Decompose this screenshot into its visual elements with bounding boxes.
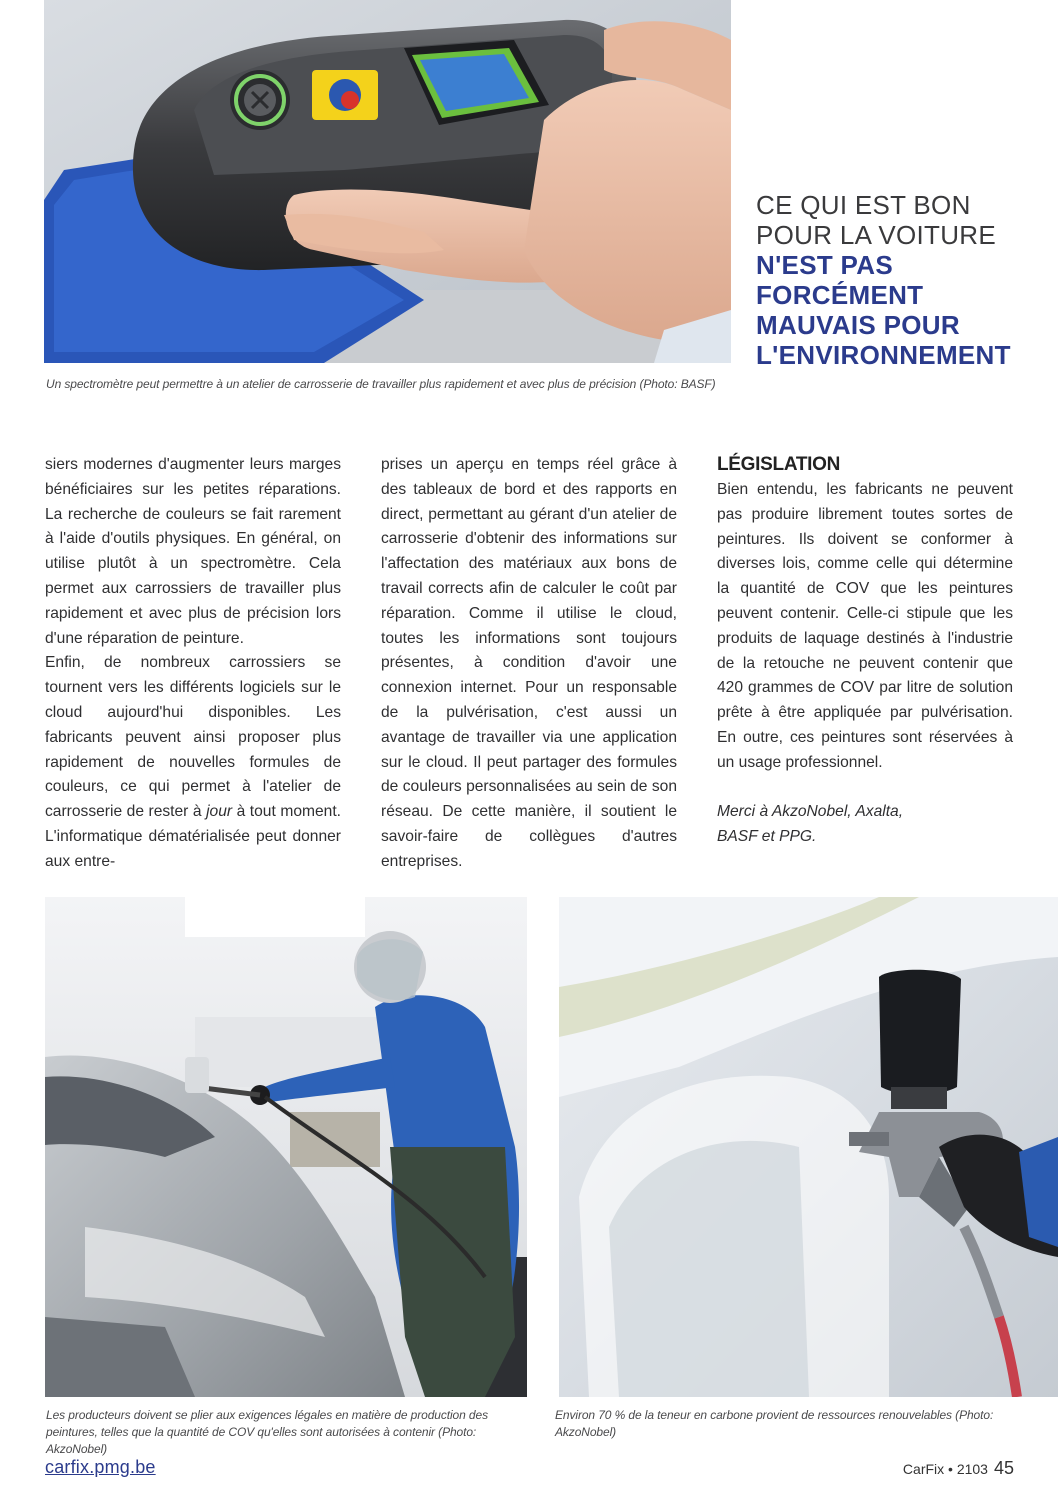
magazine-issue: CarFix • 2103 [902,1461,988,1477]
painter-caption: Les producteurs doivent se plier aux exigences légales en matière de production des peintures, telles que la quantité de COV qu'elles sont autorisées à contenir (Photo: AkzoNobel) [46,1408,488,1456]
article-column-2 [381,453,677,875]
spectrometer-caption: Un spectromètre peut permettre à un atelier de carrosserie de travailler plus rapidement et avec plus de précision (Photo: BASF) [46,377,716,391]
painter-spraying-photo [45,897,527,1397]
pull-quote-line: L'ENVIRONNEMENT [756,340,1011,370]
acknowledgement [717,800,1013,850]
paragraph: prises un aperçu en temps réel grâce à des tableaux de bord et des rapports en direct, permettant au gérant d'un atelier de carrosserie d'obtenir des informations sur l'affectation des matériaux aux bons de travail corrects afin de calculer le coût par réparation. Comme il utilise le cloud, toutes les informations sont toujours présentes, à condition d'avoir une connexion internet. Pour un responsable de la pulvérisation, c'est aussi un avantage de travailler via une application sur le cloud. Il peut partager des formules de couleurs personnalisées au sein de son réseau. De cette manière, il soutient le savoir-faire de collègues d'autres entreprises. [381,456,677,870]
pull-quote-line: FORCÉMENT [756,280,924,310]
paragraph: siers modernes d'augmenter leurs marges bénéficiaires sur les petites réparations. La recherche de couleurs se fait rarement à l'aide d'outils physiques. En général, on utilise plutôt à un spectromètre. Cela permet aux carrossiers de travailler plus rapidement et avec plus de précision lors d'une réparation de peinture. [45,456,341,647]
page-number: 45 [993,1458,1014,1478]
article-column-1 [45,453,341,875]
paragraph: Bien entendu, les fabricants ne peuvent pas produire librement toutes sortes de peintures. Ils doivent se conformer à diverses lois, comme celle qui détermine la quantité de COV que les peintures peuvent contenir. Celle-ci stipule que les produits de laquage destinés à l'industrie de la retouche ne peuvent contenir que 420 grammes de COV par litre de solution prête à être appliquée par pulvérisation. En outre, ces peintures sont réservées à un usage professionnel. [717,481,1013,771]
emphasis-text: jour [206,803,233,821]
acknowledgement-line: BASF et PPG. [717,828,817,846]
page-footer [903,1458,1014,1479]
pull-quote-line: POUR LA VOITURE [756,220,996,250]
pull-quote-line: N'EST PAS [756,250,893,280]
spray-gun-photo [559,897,1058,1397]
spectrometer-photo [44,0,731,363]
section-heading: LÉGISLATION [717,454,841,475]
pull-quote-line: MAUVAIS POUR [756,310,960,340]
paragraph [45,651,341,874]
website-link[interactable]: carfix.pmg.be [45,1457,156,1477]
article-column-3 [717,453,1013,850]
paragraph-text: à tout moment. L'informatique dématérialisée peut donner aux entre- [45,803,341,870]
spray-gun-caption: Environ 70 % de la teneur en carbone provient de ressources renouvelables (Photo: AkzoNobel) [555,1408,994,1439]
pull-quote [756,190,1046,370]
paragraph-text: Enfin, de nombreux carrossiers se tournent vers les différents logiciels sur le cloud aujourd'hui disponibles. Les fabricants peuvent ainsi proposer plus rapidement de nouvelles formules de couleurs, ce qui permet à l'atelier de carrosserie de rester à [45,654,341,821]
acknowledgement-line: Merci à AkzoNobel, Axalta, [717,803,904,821]
pull-quote-line: CE QUI EST BON [756,190,971,220]
